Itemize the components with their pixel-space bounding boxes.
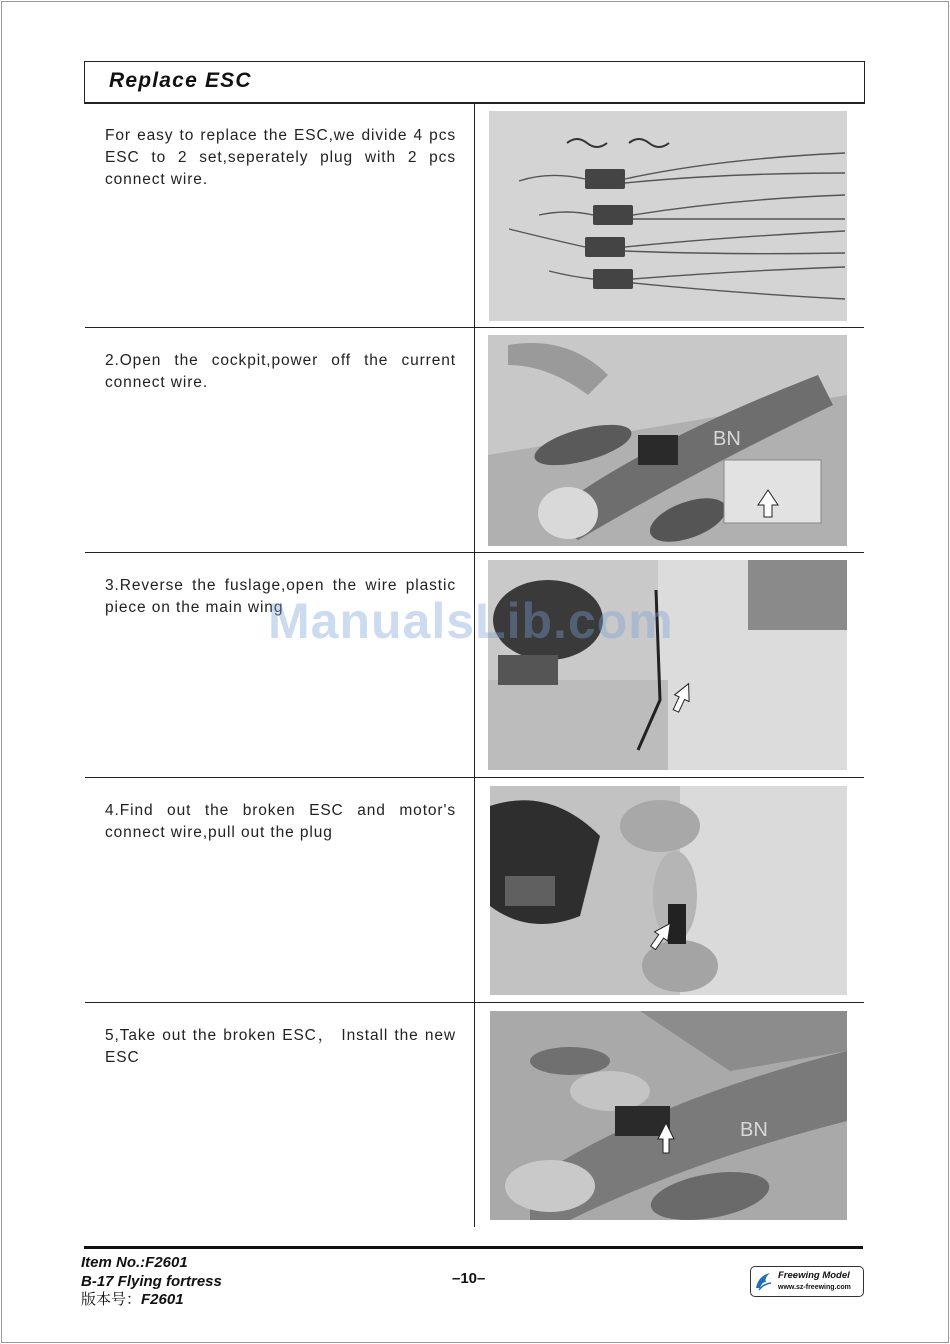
version-line [81, 1291, 222, 1310]
open-cockpit-photo [488, 335, 847, 546]
step-text: 2.Open the cockpit,power off the current connect wire. [105, 352, 456, 391]
install-new-esc-photo [490, 1011, 847, 1220]
footer-rule [84, 1246, 863, 1249]
step-row [85, 553, 864, 778]
step-text: For easy to replace the ESC,we divide 4 pcs ESC to 2 set,seperately plug with 2 pcs connect wire. [105, 127, 456, 188]
item-number: Item No.:F2601 [81, 1254, 188, 1271]
footer-info [81, 1254, 222, 1310]
step-text: 4.Find out the broken ESC and motor's connect wire,pull out the plug [105, 802, 456, 841]
column-divider [474, 553, 475, 777]
freewing-wing-icon [754, 1270, 774, 1292]
step-row [85, 1003, 864, 1227]
column-divider [474, 103, 475, 327]
model-name: B-17 Flying fortress [81, 1272, 222, 1290]
version-label: 版本号： [81, 1291, 142, 1308]
step-text: 3.Reverse the fuslage,open the wire plastic piece on the main wing [105, 577, 456, 616]
column-divider [474, 328, 475, 552]
page-number: –10– [452, 1270, 486, 1287]
column-divider [474, 1003, 475, 1227]
column-divider [474, 778, 475, 1002]
watermark: ManualsLib.com [268, 593, 674, 649]
version-value: F2601 [141, 1291, 184, 1308]
pull-plug-photo [490, 786, 847, 995]
freewing-logo [750, 1266, 864, 1297]
step-row [85, 328, 864, 553]
step-text: 5,Take out the broken ESC， Install the new ESC [105, 1027, 456, 1066]
step-row [85, 778, 864, 1003]
logo-name: Freewing Model [778, 1270, 850, 1281]
section-title: Replace ESC [109, 69, 252, 92]
title-row [85, 62, 864, 103]
plane-marking: BN [740, 1119, 768, 1141]
esc-set-photo [489, 111, 847, 321]
step-row [85, 103, 864, 328]
logo-url: www.sz-freewing.com [778, 1284, 851, 1291]
plane-marking: BN [713, 428, 741, 450]
